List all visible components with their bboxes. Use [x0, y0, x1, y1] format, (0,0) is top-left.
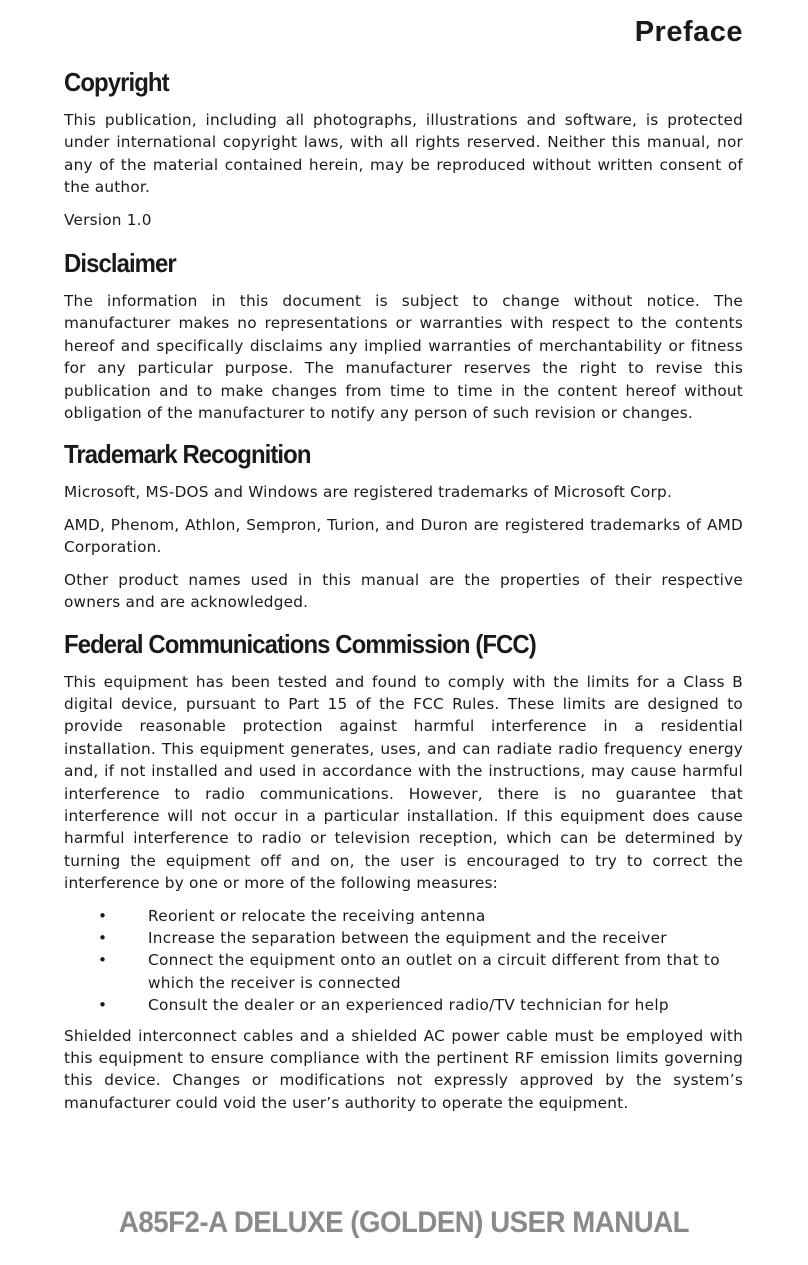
manual-footer: A85F2-A DELUXE (GOLDEN) USER MANUAL	[118, 1206, 690, 1239]
trademark-heading: Trademark Recognition	[64, 439, 311, 470]
bullet-icon: •	[98, 906, 108, 925]
fcc-intro-paragraph: This equipment has been tested and found to comply with the limits for a Class B digital device, pursuant to Part 15 of the FCC Rules. These limits are designed to provide reasonable protection against harmful interference in a residential installation. This equipment generates, uses, and can radiate radio frequency energy and, if not installed and used in accordance with the instructions, may cause harmful interference to radio communications. However, there is no guarantee that interference will not occur in a particular installation. If this equipment does cause harmful interference to radio or television reception, which can be determined by turning the equipment off and on, the user is encouraged to try to correct the interference by one or more of the following measures:	[64, 672, 743, 893]
trademark-paragraph-other: Other product names used in this manual are the properties of their respective owners and are acknowledged.	[64, 570, 743, 612]
bullet-icon: •	[98, 996, 108, 1015]
list-item	[64, 927, 743, 949]
fcc-measures-list	[64, 905, 743, 1017]
list-item	[64, 949, 743, 994]
list-item-text: Reorient or relocate the receiving antenna	[148, 906, 486, 925]
list-item	[64, 905, 743, 927]
disclaimer-section	[64, 245, 743, 424]
list-item	[64, 994, 743, 1016]
trademark-section	[64, 436, 743, 613]
disclaimer-heading: Disclaimer	[64, 248, 176, 279]
version-text: Version 1.0	[64, 210, 152, 229]
bullet-icon: •	[98, 951, 108, 970]
copyright-heading: Copyright	[64, 67, 169, 97]
manual-page	[64, 0, 743, 1265]
list-item-text: Connect the equipment onto an outlet on a circuit different from that to which the receiver is connected	[148, 951, 720, 992]
fcc-heading: Federal Communications Commission (FCC)	[64, 628, 536, 659]
running-head: Preface	[634, 16, 743, 48]
list-item-text: Increase the separation between the equipment and the receiver	[148, 928, 667, 947]
bullet-icon: •	[98, 928, 108, 947]
list-item-text: Consult the dealer or an experienced radio/TV technician for help	[148, 996, 669, 1015]
trademark-paragraph-microsoft: Microsoft, MS-DOS and Windows are registered trademarks of Microsoft Corp.	[64, 483, 673, 502]
trademark-paragraph-amd: AMD, Phenom, Athlon, Sempron, Turion, and Duron are registered trademarks of AMD Corporation.	[64, 515, 743, 557]
fcc-section	[64, 626, 743, 1115]
copyright-section	[64, 64, 743, 231]
page-content	[64, 64, 743, 1126]
disclaimer-paragraph: The information in this document is subject to change without notice. The manufacturer makes no representations or warranties with respect to the contents hereof and specifically disclaims any implied warranties of merchantability or fitness for any particular purpose. The manufacturer reserves the right to revise this publication and to make changes from time to time in the content hereof without obligation of the manufacturer to notify any person of such revision or changes.	[64, 292, 743, 423]
copyright-paragraph: This publication, including all photographs, illustrations and software, is protected under international copyright laws, with all rights reserved. Neither this manual, nor any of the material contained herein, may be reproduced without written consent of the author.	[64, 111, 743, 197]
fcc-closing-paragraph: Shielded interconnect cables and a shielded AC power cable must be employed with this equipment to ensure compliance with the pertinent RF emission limits governing this device. Changes or modifications not expressly approved by the system’s manufacturer could void the user’s authority to operate the equipment.	[64, 1026, 743, 1112]
